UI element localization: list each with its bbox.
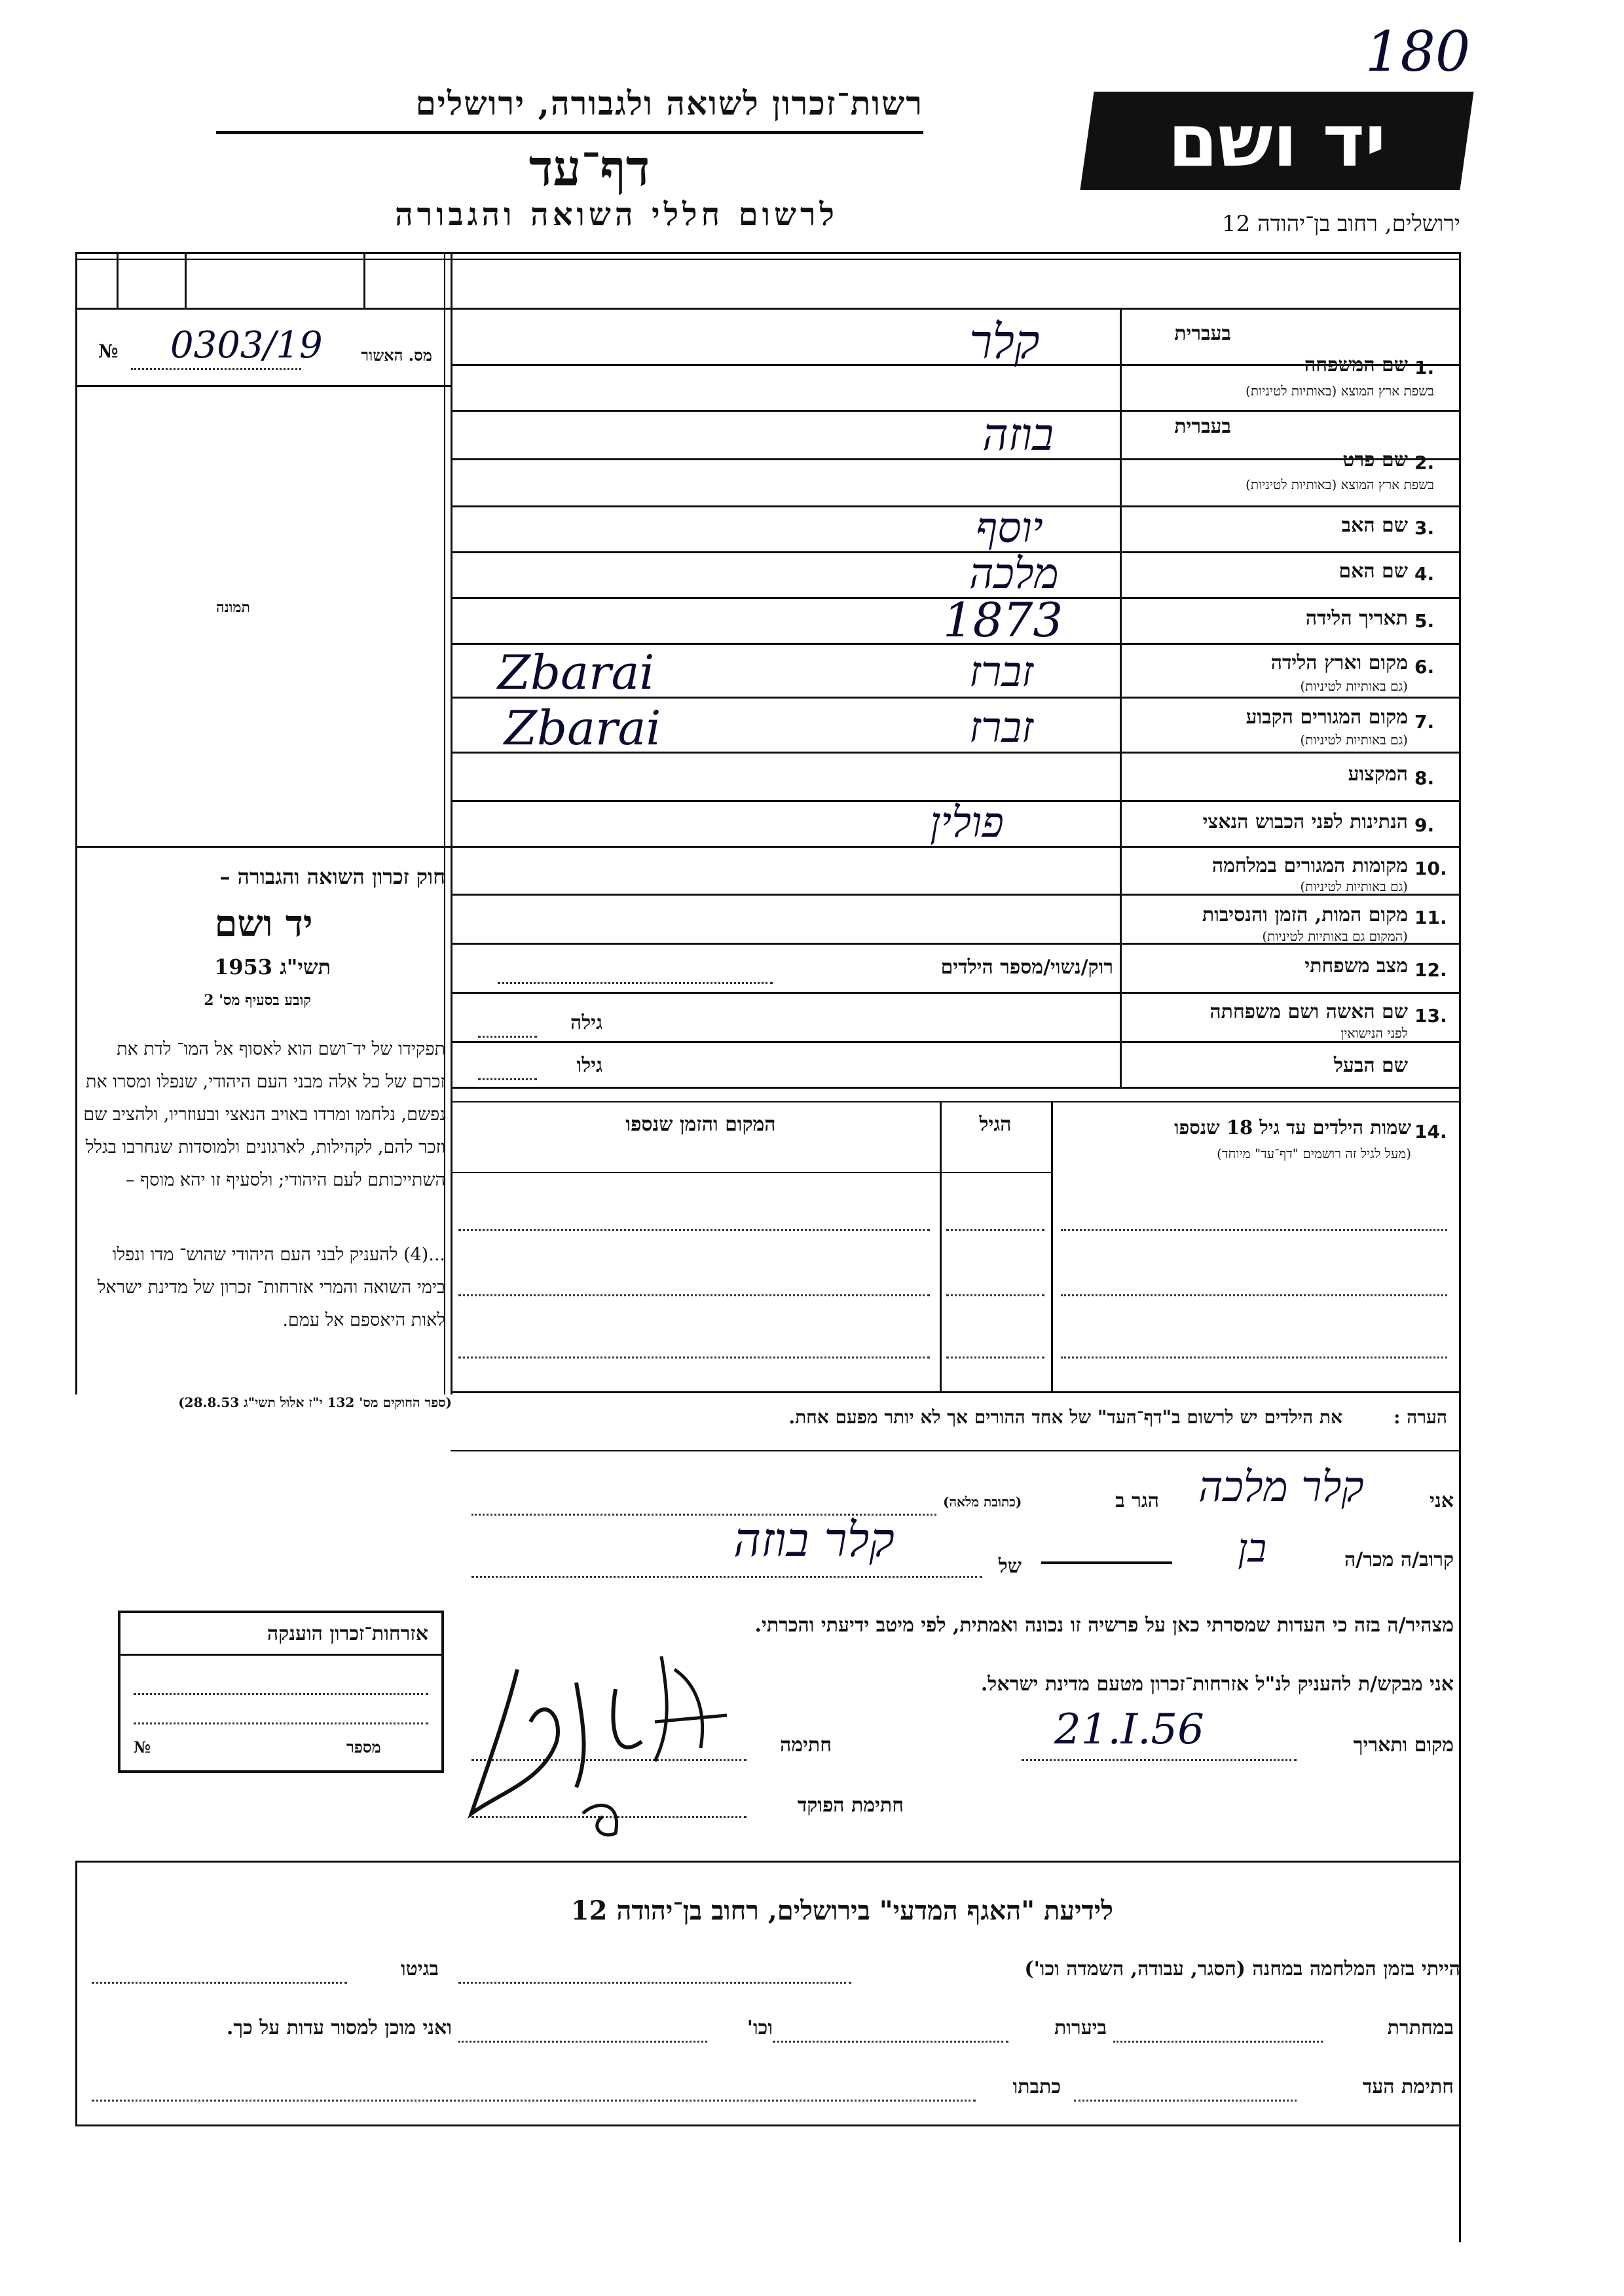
footer-underground-label: במחתרת xyxy=(1387,2016,1454,2039)
of-value[interactable]: קלר בוזה xyxy=(733,1512,895,1567)
field-7-number: 7. xyxy=(1414,711,1435,733)
field-12-label: מצב משפחתי xyxy=(1304,955,1408,977)
field-1-hebrew-tag: בעברית xyxy=(1174,322,1231,345)
field-11-label: מקום המות, הזמן והנסיבות xyxy=(1202,903,1408,926)
field-4-label: שם האם xyxy=(1338,560,1408,583)
address: ירושלים, רחוב בן־יהודה 12 xyxy=(1222,211,1460,237)
law-paragraph-2: ...(4) להעניק לבני העם היהודי שהוש־ מדו ונפלו בימי השואה והמרי אזרחות־ זכרון של מדינת ישראל לאות היאספם אל עמם. xyxy=(97,1245,445,1330)
field-1-label: שם המשפחה xyxy=(1304,354,1408,376)
children-note: (מעל לגיל זה רושמים "דף־עד" מיוחד) xyxy=(1217,1146,1411,1161)
field-12-options[interactable]: רוק/נשוי/מספר הילדים xyxy=(940,956,1113,979)
field-11-number: 11. xyxy=(1414,907,1447,928)
field-5-number: 5. xyxy=(1414,610,1435,632)
law-clause: קובע בסעיף מס' 2 xyxy=(204,992,311,1009)
field-6-note: (גם באותיות לטיניות) xyxy=(1300,678,1408,694)
husband-age-label: גילו xyxy=(576,1054,602,1077)
husband-label: שם הבעל xyxy=(1333,1054,1408,1077)
declarant-label: אני xyxy=(1430,1489,1454,1512)
footer-forests-label: ביערות xyxy=(1054,2016,1107,2039)
field-6-latin[interactable]: Zbarai xyxy=(498,645,655,700)
field-6-number: 6. xyxy=(1414,656,1435,678)
field-11-note: (המקום גם באותיות לטיניות) xyxy=(1262,928,1408,944)
field-3-value[interactable]: יוסף xyxy=(976,504,1043,553)
place-date-value[interactable]: 21.I.56 xyxy=(1054,1705,1204,1754)
relative-label: קרוב/ה מכר/ה xyxy=(1344,1548,1454,1571)
field-13-note: לפני הנישואין xyxy=(1340,1025,1408,1041)
address-note: (כתובת מלאה) xyxy=(943,1494,1022,1510)
field-7-latin[interactable]: Zbarai xyxy=(504,701,661,756)
field-3-label: שם האב xyxy=(1341,514,1408,537)
field-6-value[interactable]: זברז xyxy=(969,648,1033,697)
request-text: אני מבקש/ת להעניק לנ"ל אזרחות־זכרון מטעם מדינת ישראל. xyxy=(980,1673,1454,1696)
frame-left xyxy=(75,252,77,1394)
field-10-note: (גם באותיות לטיניות) xyxy=(1300,879,1408,894)
law-year: תשי"ג 1953 xyxy=(214,955,331,979)
field-5-value[interactable]: 1873 xyxy=(943,592,1063,647)
field-12-number: 12. xyxy=(1414,959,1447,981)
law-name: יד ושם xyxy=(214,902,313,945)
form-subtitle: לרשום חללי השואה והגבורה xyxy=(395,196,838,233)
footer-camp-label: הייתי בזמן המלחמה במחנה (הסגר, עבודה, השמדה וכו') xyxy=(1024,1958,1460,1980)
children-number: 14. xyxy=(1414,1121,1447,1142)
field-2-label: שם פרט xyxy=(1342,448,1408,471)
law-reference: (ספר החוקים מס' 132 י"ז אלול תשי"ג 28.8.53) xyxy=(178,1394,452,1410)
field-2-value[interactable]: בוזה xyxy=(982,409,1054,461)
declaration-text: מצהיר/ה בזה כי העדות שמסרתי כאן על פרשיה זו נכונה ואמתית, לפי מיטב ידיעתי והכרתי. xyxy=(754,1614,1454,1637)
org-underline xyxy=(216,131,923,134)
field-10-label: מקומות המגורים במלחמה xyxy=(1211,854,1408,877)
relative-value[interactable]: בן xyxy=(1238,1525,1267,1571)
field-8-label: המקצוע xyxy=(1348,763,1408,786)
remark-text: את הילדים יש לרשום ב"דף־העד" של אחד ההורים אך לא יותר מפעם אחת. xyxy=(788,1406,1342,1428)
field-2-hebrew-tag: בעברית xyxy=(1174,415,1231,438)
field-1-number: 1. xyxy=(1414,357,1435,378)
yad-vashem-logo xyxy=(1080,92,1473,190)
law-title: חוק זכרון השואה והגבורה – xyxy=(219,864,445,889)
remark-label: הערה : xyxy=(1393,1406,1447,1428)
field-3-number: 3. xyxy=(1414,517,1435,539)
frame-top xyxy=(75,252,1461,254)
place-date-label: מקום ותאריך xyxy=(1353,1734,1454,1757)
left-column-divider xyxy=(451,252,452,1394)
serial-number: 0303/19 xyxy=(170,324,323,367)
footer-heading: לידיעת "האגף המדעי" בירושלים, רחוב בן־יהודה 12 xyxy=(570,1895,1113,1926)
field-1-value[interactable]: קלר xyxy=(969,314,1040,369)
wife-age-label: גילה xyxy=(570,1011,602,1034)
children-col-place: המקום והזמן שנספו xyxy=(625,1113,776,1136)
field-2-note: בשפת ארץ המוצא (באותיות לטיניות) xyxy=(1246,477,1434,492)
footer-witness-signature-label: חתימת העד xyxy=(1362,2075,1454,2098)
serial-no-symbol: № xyxy=(98,340,119,362)
citizenship-box xyxy=(118,1611,444,1773)
footer-testify-label: ואני מוכן למסור עדות על כך. xyxy=(226,2016,452,2039)
signature-label: חתימה xyxy=(780,1734,832,1757)
org-line: רשות־זכרון לשואה ולגבורה, ירושלים xyxy=(415,84,923,122)
of-label: של xyxy=(998,1555,1022,1578)
form-title: דף־עד xyxy=(528,139,650,197)
field-13-number: 13. xyxy=(1414,1005,1447,1027)
law-paragraph-1: תפקידו של יד־ושם הוא לאסוף אל המו־ לדת את זכרם של כל אלה מבני העם היהודי, שנפלו ומסרו את נפשם, נלחמו ומרדו באויב הנאצי ובעוזריו, ולהציב שם וזכר להם, לקהילות, לארגונים ולמוסדות שנחרבו בגלל השתייכותם לעם היהודי; ולסעיף זו יהא מוסף – xyxy=(83,1039,445,1190)
field-7-note: (גם באותיות לטיניות) xyxy=(1300,732,1408,748)
footer-address-label: כתבתו xyxy=(1012,2075,1061,2098)
footer-ghetto-label: בגיטו xyxy=(400,1958,439,1980)
field-7-label: מקום המגורים הקבוע xyxy=(1246,706,1408,729)
field-9-number: 9. xyxy=(1414,814,1435,836)
field-6-label: מקום וארץ הלידה xyxy=(1270,651,1408,674)
page-number: 180 xyxy=(1365,20,1471,84)
field-2-number: 2. xyxy=(1414,452,1435,473)
citizenship-box-title: אזרחות־זכרון הוענקה xyxy=(267,1622,428,1645)
serial-label: מס. האשור xyxy=(361,346,432,365)
relative-struck xyxy=(1041,1535,1172,1564)
logo-text: יד ושם xyxy=(1168,99,1386,183)
field-13-label: שם האשה ושם משפחתה xyxy=(1209,1000,1408,1023)
citizenship-no-symbol: № xyxy=(134,1738,151,1757)
field-9-value[interactable]: פולין xyxy=(930,799,1004,847)
children-label: שמות הילדים עד גיל 18 שנספו xyxy=(1174,1116,1411,1139)
field-8-number: 8. xyxy=(1414,767,1435,789)
children-col-age: הגיל xyxy=(979,1113,1012,1136)
handwritten-signature xyxy=(445,1643,760,1853)
citizenship-number-label: מספר xyxy=(346,1738,381,1757)
frame-right xyxy=(1459,252,1461,2242)
resides-label: הגר ב xyxy=(1115,1489,1159,1512)
field-4-number: 4. xyxy=(1414,563,1435,585)
field-7-value[interactable]: זברז xyxy=(969,704,1033,752)
field-10-number: 10. xyxy=(1414,858,1447,879)
field-9-label: הנתינות לפני הכבוש הנאצי xyxy=(1202,811,1408,833)
officer-signature-label: חתימת הפוקד xyxy=(797,1794,904,1817)
field-4-value[interactable]: מלכה xyxy=(969,550,1059,598)
field-5-label: תאריך הלידה xyxy=(1305,607,1408,630)
declarant-name[interactable]: קלר מלכה xyxy=(1198,1463,1364,1512)
field-1-note: בשפת ארץ המוצא (באותיות לטיניות) xyxy=(1246,383,1434,399)
photo-placeholder: תמונה xyxy=(216,599,250,616)
footer-etc-label: וכו' xyxy=(747,2016,773,2039)
